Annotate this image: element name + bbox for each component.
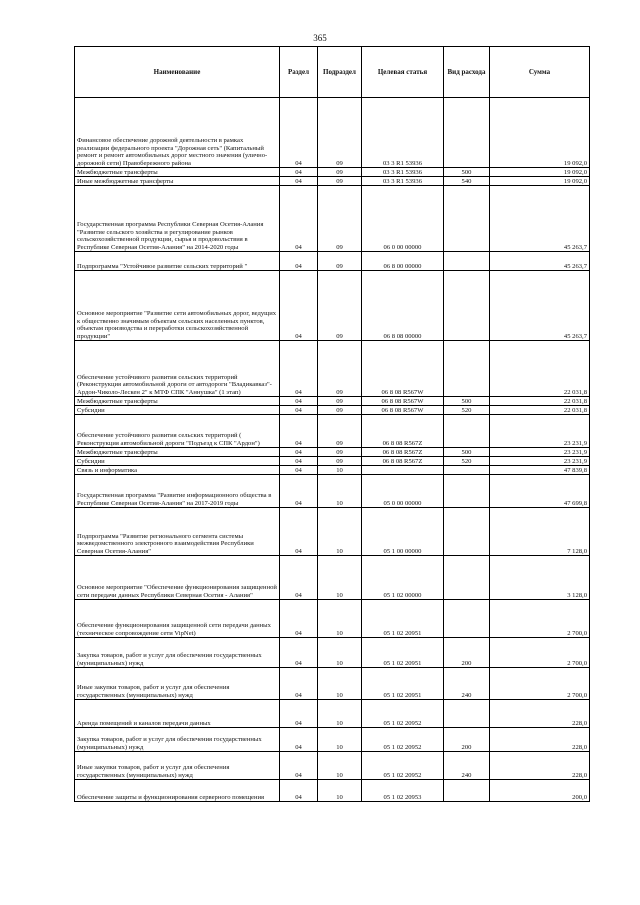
cell-type	[444, 700, 490, 728]
cell-type: 500	[444, 168, 490, 177]
cell-section: 04	[280, 252, 318, 271]
cell-subsection: 09	[318, 406, 362, 415]
table-row	[75, 406, 590, 415]
cell-section: 04	[280, 448, 318, 457]
cell-section: 04	[280, 728, 318, 752]
cell-name: Обеспечение устойчивого развития сельских территорий ( Реконструкция автомобильной дороги "Подъезд к СПК "Ардон")	[75, 415, 280, 448]
cell-type: 240	[444, 668, 490, 700]
header-section: Раздел	[280, 47, 318, 98]
cell-type: 200	[444, 728, 490, 752]
cell-type	[444, 252, 490, 271]
cell-type	[444, 466, 490, 475]
header-type: Вид расхода	[444, 47, 490, 98]
cell-target: 06 8 08 R567Z	[362, 448, 444, 457]
cell-name: Иные закупки товаров, работ и услуг для обеспечения государственных (муниципальных) нужд	[75, 668, 280, 700]
cell-type	[444, 415, 490, 448]
cell-name: Связь и информатика	[75, 466, 280, 475]
cell-name: Государственная программа "Развитие информационного общества в Республике Северная Осетия-Алания" на 2017-2019 годы	[75, 475, 280, 508]
cell-target: 05 1 02 00000	[362, 556, 444, 600]
cell-sum: 3 128,0	[490, 556, 590, 600]
cell-type	[444, 341, 490, 397]
cell-section: 04	[280, 406, 318, 415]
cell-sum: 22 031,8	[490, 341, 590, 397]
header-subsection: Подраздел	[318, 47, 362, 98]
cell-sum: 228,0	[490, 728, 590, 752]
cell-type	[444, 271, 490, 341]
cell-type: 240	[444, 752, 490, 780]
cell-target	[362, 466, 444, 475]
cell-sum: 45 263,7	[490, 252, 590, 271]
cell-subsection: 09	[318, 271, 362, 341]
cell-subsection: 10	[318, 780, 362, 802]
cell-name: Иные закупки товаров, работ и услуг для обеспечения государственных (муниципальных) нужд	[75, 752, 280, 780]
cell-type: 520	[444, 457, 490, 466]
table-row	[75, 475, 590, 508]
cell-name: Финансовое обеспечение дорожной деятельности в рамках реализации федерального проекта "Дорожная сеть" (Капитальный ремонт и ремонт автомобильных дорог местного значения (улично-дорожной сети) Правобережного района	[75, 98, 280, 168]
cell-section: 04	[280, 168, 318, 177]
table-row	[75, 668, 590, 700]
cell-section: 04	[280, 508, 318, 556]
cell-section: 04	[280, 700, 318, 728]
cell-sum: 19 092,0	[490, 98, 590, 168]
cell-sum: 23 231,9	[490, 415, 590, 448]
cell-sum: 22 031,8	[490, 397, 590, 406]
cell-subsection: 10	[318, 638, 362, 668]
table-row	[75, 186, 590, 252]
cell-name: Обеспечение защиты и функционирования серверного помещения	[75, 780, 280, 802]
cell-sum: 23 231,9	[490, 457, 590, 466]
cell-section: 04	[280, 638, 318, 668]
cell-subsection: 09	[318, 341, 362, 397]
header-target: Целевая статья	[362, 47, 444, 98]
cell-sum: 47 839,8	[490, 466, 590, 475]
cell-type	[444, 600, 490, 638]
cell-subsection: 09	[318, 98, 362, 168]
table-row	[75, 271, 590, 341]
cell-name: Иные межбюджетные трансферты	[75, 177, 280, 186]
cell-target: 06 0 00 00000	[362, 186, 444, 252]
table-row	[75, 448, 590, 457]
table-header-row	[75, 47, 590, 98]
cell-section: 04	[280, 466, 318, 475]
cell-section: 04	[280, 668, 318, 700]
cell-subsection: 10	[318, 668, 362, 700]
cell-subsection: 10	[318, 508, 362, 556]
cell-subsection: 09	[318, 448, 362, 457]
table-row	[75, 638, 590, 668]
cell-name: Государственная программа Республики Северная Осетия-Алания "Развитие сельского хозяйства и регулирование рынков сельскохозяйственной продукции, сырья и продовольствия в Республике Северная Осетия-Алания" на 2014-2020 годы	[75, 186, 280, 252]
cell-target: 05 1 02 20952	[362, 752, 444, 780]
cell-sum: 200,0	[490, 780, 590, 802]
cell-name: Субсидии	[75, 406, 280, 415]
budget-table	[74, 46, 590, 802]
table-row	[75, 98, 590, 168]
cell-target: 05 1 02 20952	[362, 700, 444, 728]
table-row	[75, 397, 590, 406]
cell-target: 05 1 00 00000	[362, 508, 444, 556]
cell-target: 06 8 08 00000	[362, 271, 444, 341]
cell-target: 03 3 R1 53936	[362, 177, 444, 186]
table-row	[75, 177, 590, 186]
cell-subsection: 09	[318, 177, 362, 186]
cell-subsection: 10	[318, 600, 362, 638]
cell-section: 04	[280, 271, 318, 341]
table-row	[75, 556, 590, 600]
table-row	[75, 415, 590, 448]
cell-target: 05 1 02 20951	[362, 668, 444, 700]
table-row	[75, 252, 590, 271]
cell-target: 06 8 00 00000	[362, 252, 444, 271]
cell-sum: 23 231,9	[490, 448, 590, 457]
cell-subsection: 09	[318, 168, 362, 177]
cell-target: 05 1 02 20952	[362, 728, 444, 752]
cell-subsection: 10	[318, 752, 362, 780]
table-row	[75, 457, 590, 466]
table-row	[75, 466, 590, 475]
cell-name: Закупка товаров, работ и услуг для обеспечения государственных (муниципальных) нужд	[75, 638, 280, 668]
table-row	[75, 168, 590, 177]
cell-type	[444, 186, 490, 252]
cell-type: 200	[444, 638, 490, 668]
cell-subsection: 10	[318, 556, 362, 600]
cell-subsection: 09	[318, 252, 362, 271]
cell-name: Межбюджетные трансферты	[75, 397, 280, 406]
cell-section: 04	[280, 186, 318, 252]
cell-type	[444, 98, 490, 168]
cell-section: 04	[280, 457, 318, 466]
cell-section: 04	[280, 475, 318, 508]
cell-section: 04	[280, 341, 318, 397]
cell-target: 05 1 02 20951	[362, 638, 444, 668]
cell-subsection: 10	[318, 475, 362, 508]
cell-type: 500	[444, 448, 490, 457]
cell-subsection: 10	[318, 728, 362, 752]
table-row	[75, 780, 590, 802]
cell-target: 03 3 R1 53936	[362, 98, 444, 168]
cell-name: Обеспечение устойчивого развития сельских территорий (Реконструкция автомобильной дороги от автодороги "Владикавказ"-Ардон-Чиколо-Лескен 2" к МТФ СПК "Аннушка" (1 этап)	[75, 341, 280, 397]
cell-type	[444, 475, 490, 508]
table-row	[75, 728, 590, 752]
cell-type	[444, 780, 490, 802]
cell-sum: 47 699,8	[490, 475, 590, 508]
cell-name: Субсидии	[75, 457, 280, 466]
cell-target: 06 8 08 R567W	[362, 341, 444, 397]
table-row	[75, 600, 590, 638]
cell-target: 05 1 02 20951	[362, 600, 444, 638]
cell-subsection: 09	[318, 186, 362, 252]
cell-sum: 2 700,0	[490, 668, 590, 700]
table-row	[75, 508, 590, 556]
cell-target: 06 8 08 R567W	[362, 406, 444, 415]
cell-name: Межбюджетные трансферты	[75, 448, 280, 457]
cell-sum: 2 700,0	[490, 600, 590, 638]
cell-subsection: 09	[318, 457, 362, 466]
cell-subsection: 10	[318, 700, 362, 728]
table-row	[75, 700, 590, 728]
page-number: 365	[313, 33, 327, 43]
table-row	[75, 752, 590, 780]
table-row	[75, 341, 590, 397]
cell-section: 04	[280, 397, 318, 406]
cell-target: 06 8 08 R567Z	[362, 457, 444, 466]
cell-target: 06 8 08 R567Z	[362, 415, 444, 448]
cell-name: Основное мероприятие "Обеспечение функционирования защищенной сети передачи данных Республики Северная Осетия - Алания"	[75, 556, 280, 600]
cell-name: Обеспечение функционирования защищенной сети передачи данных (техническое сопровождение сети VipNet)	[75, 600, 280, 638]
cell-target: 06 8 08 R567W	[362, 397, 444, 406]
cell-sum: 45 263,7	[490, 186, 590, 252]
cell-type: 500	[444, 397, 490, 406]
cell-sum: 19 092,0	[490, 168, 590, 177]
cell-name: Подпрограмма "Развитие регионального сегмента системы межведомственного электронного взаимодействия Республики Северная Осетия-Алания"	[75, 508, 280, 556]
cell-sum: 228,0	[490, 752, 590, 780]
cell-subsection: 09	[318, 415, 362, 448]
cell-section: 04	[280, 177, 318, 186]
cell-subsection: 10	[318, 466, 362, 475]
cell-section: 04	[280, 600, 318, 638]
cell-type	[444, 508, 490, 556]
cell-section: 04	[280, 752, 318, 780]
cell-sum: 22 031,8	[490, 406, 590, 415]
header-name: Наименование	[75, 47, 280, 98]
cell-section: 04	[280, 98, 318, 168]
cell-sum: 228,0	[490, 700, 590, 728]
cell-section: 04	[280, 556, 318, 600]
header-sum: Сумма	[490, 47, 590, 98]
cell-sum: 2 700,0	[490, 638, 590, 668]
cell-name: Основное мероприятие "Развитие сети автомобильных дорог, ведущих к общественно значимым объектам сельских населенных пунктов, объектам производства и переработки сельскохозяйственной продукции"	[75, 271, 280, 341]
cell-section: 04	[280, 415, 318, 448]
cell-section: 04	[280, 780, 318, 802]
cell-name: Аренда помещений и каналов передачи данных	[75, 700, 280, 728]
cell-target: 05 1 02 20953	[362, 780, 444, 802]
cell-name: Подпрограмма "Устойчивое развитие сельских территорий "	[75, 252, 280, 271]
cell-target: 03 3 R1 53936	[362, 168, 444, 177]
cell-type: 520	[444, 406, 490, 415]
cell-sum: 7 128,0	[490, 508, 590, 556]
cell-name: Закупка товаров, работ и услуг для обеспечения государственных (муниципальных) нужд	[75, 728, 280, 752]
cell-subsection: 09	[318, 397, 362, 406]
cell-type: 540	[444, 177, 490, 186]
cell-target: 05 0 00 00000	[362, 475, 444, 508]
cell-type	[444, 556, 490, 600]
cell-name: Межбюджетные трансферты	[75, 168, 280, 177]
cell-sum: 45 263,7	[490, 271, 590, 341]
cell-sum: 19 092,0	[490, 177, 590, 186]
